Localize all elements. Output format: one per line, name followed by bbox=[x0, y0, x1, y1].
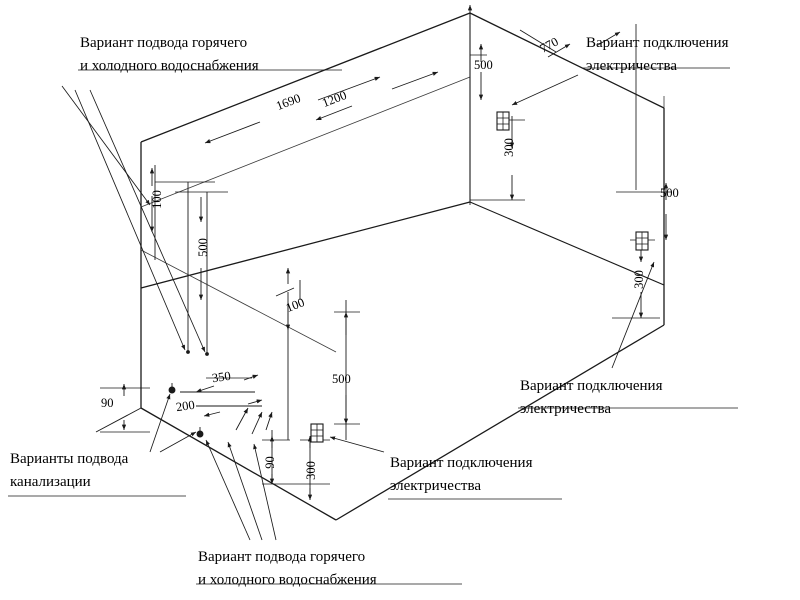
callout-electric-top-right-line1: Вариант подключения bbox=[586, 35, 729, 51]
dim-500-left: 500 bbox=[195, 238, 210, 257]
callout-electric-bottom-center bbox=[390, 452, 610, 498]
dim-300-right: 300 bbox=[631, 270, 646, 289]
dim-500-mid: 500 bbox=[332, 372, 351, 386]
callout-electric-top-right-line2: электричества bbox=[586, 58, 677, 74]
callout-hot-cold-top-line1: Вариант подвода горячего bbox=[80, 35, 248, 51]
callout-electric-bottom-line2: электричества bbox=[390, 478, 481, 494]
dim-90-left: 90 bbox=[101, 396, 114, 410]
socket-symbol-right bbox=[636, 232, 648, 250]
callout-hot-cold-bottom-line1: Вариант подвода горячего bbox=[198, 549, 366, 565]
dim-200: 200 bbox=[175, 397, 196, 415]
dim-300-top: 300 bbox=[501, 138, 516, 157]
bathtub-box-outline bbox=[141, 13, 664, 520]
dim-100-mid: 100 bbox=[283, 295, 307, 315]
dim-1200: 1200 bbox=[320, 88, 349, 111]
callout-hot-cold-bottom bbox=[198, 546, 478, 592]
dim-100-left: 100 bbox=[149, 190, 164, 209]
callout-electric-top-right bbox=[586, 32, 786, 78]
callout-hot-cold-bottom-line2: и холодного водоснабжения bbox=[198, 572, 377, 588]
dim-90-bottom: 90 bbox=[262, 456, 277, 469]
dim-500-top: 500 bbox=[474, 58, 493, 72]
callout-sewer-line2: канализации bbox=[10, 474, 91, 490]
callout-electric-mid-right bbox=[520, 375, 740, 421]
callout-hot-cold-top bbox=[80, 32, 350, 78]
dim-770: 770 bbox=[537, 34, 561, 56]
dim-1690-1200 bbox=[205, 72, 438, 143]
callout-sewer-line1: Варианты подвода bbox=[10, 451, 129, 467]
callout-electric-mid-right-line2: электричества bbox=[520, 401, 611, 417]
dim-350: 350 bbox=[211, 368, 232, 386]
callout-hot-cold-top-line2: и холодного водоснабжения bbox=[80, 58, 259, 74]
socket-symbol-top bbox=[497, 112, 509, 130]
dim-middle-100-500 bbox=[276, 268, 360, 440]
callout-sewer-left bbox=[10, 448, 210, 494]
dim-300-bottom: 300 bbox=[303, 461, 318, 480]
callout-electric-mid-right-line1: Вариант подключения bbox=[520, 378, 663, 394]
callout-electric-bottom-line1: Вариант подключения bbox=[390, 455, 533, 471]
socket-symbol-bottom bbox=[311, 424, 323, 442]
dim-500-right: 500 bbox=[660, 186, 679, 200]
dim-1690: 1690 bbox=[274, 91, 303, 114]
